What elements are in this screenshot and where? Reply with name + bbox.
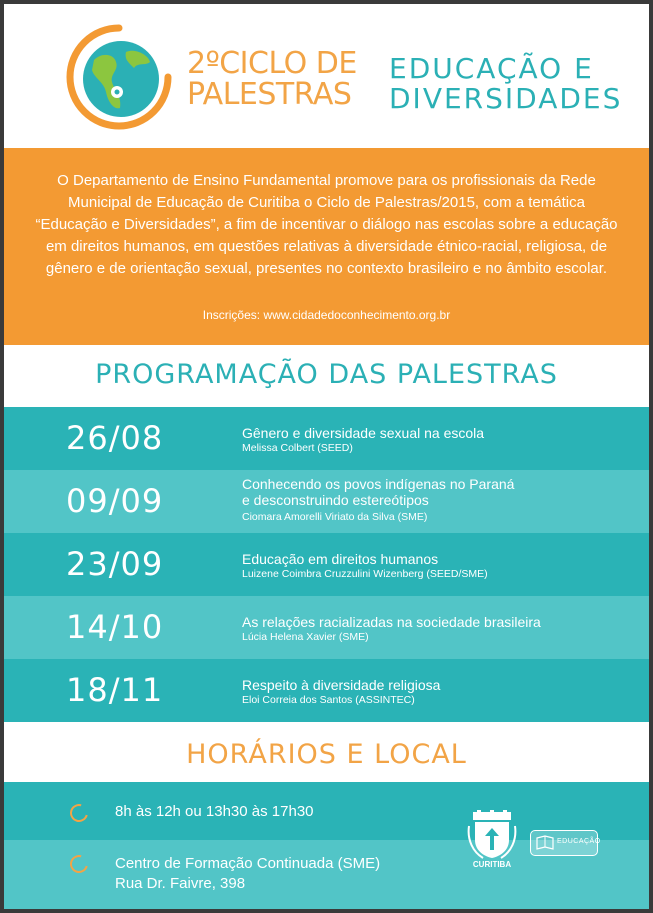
- talk-info: [242, 614, 541, 644]
- theme-title-line-2: DIVERSIDADES: [389, 82, 623, 115]
- talk-topic: Educação em direitos humanos: [242, 551, 439, 567]
- talk-date: 14/10: [66, 608, 164, 646]
- talk-speaker: Lúcia Helena Xavier (SME): [242, 631, 369, 643]
- intro-text: O Departamento de Ensino Fundamental promove para os profissionais da Rede Municipal de Educação de Curitiba o Ciclo de Palestras/2015, com a temática “Educação e Diversidades”, a fim de incentivar o diálogo nas escolas sobre a educação em direitos humanos, em questões relativas à diversidade étnico-racial, religiosa, de gênero e de orientação sexual, presentes no contexto brasileiro e no âmbito escolar.: [35, 172, 618, 277]
- talk-row: [4, 470, 649, 533]
- talk-row: [4, 659, 649, 722]
- cycle-title-line-1: 2ºCICLO DE: [187, 46, 357, 81]
- talk-info: [242, 551, 488, 581]
- poster: [4, 4, 649, 909]
- talk-speaker: Luizene Coimbra Cruzzulini Wizenberg (SEED/SME): [242, 568, 488, 580]
- talk-topic-line-2: e desconstruindo estereótipos: [242, 492, 429, 508]
- hours-location-title: HORÁRIOS E LOCAL: [186, 739, 467, 770]
- globe-logo-icon: [64, 22, 174, 132]
- curitiba-label: CURITIBA: [472, 860, 512, 869]
- hours-text: 8h às 12h ou 13h30 às 17h30: [115, 803, 314, 820]
- talk-topic-line-1: Conhecendo os povos indígenas no Paraná: [242, 476, 515, 492]
- talk-info: [242, 677, 440, 707]
- educacao-label: EDUCAÇÃO: [557, 838, 601, 845]
- cycle-title-line-2: PALESTRAS: [187, 77, 352, 112]
- talk-row: [4, 533, 649, 596]
- talk-speaker: Ciomara Amorelli Viriato da Silva (SME): [242, 511, 428, 523]
- talk-date: 18/11: [66, 671, 164, 709]
- talk-topic: Respeito à diversidade religiosa: [242, 677, 441, 693]
- theme-title-line-1: EDUCAÇÃO E: [389, 52, 594, 85]
- talk-speaker: Melissa Colbert (SEED): [242, 442, 353, 454]
- talk-topic: Gênero e diversidade sexual na escola: [242, 425, 485, 441]
- cycle-title: [187, 48, 357, 110]
- location-text: [115, 854, 380, 894]
- talk-date: 26/08: [66, 419, 164, 457]
- talk-row: [4, 407, 649, 470]
- program-title: PROGRAMAÇÃO DAS PALESTRAS: [95, 359, 558, 390]
- talk-date: 23/09: [66, 545, 164, 583]
- intro-section: [4, 148, 649, 345]
- talk-speaker: Eloi Correia dos Santos (ASSINTEC): [242, 694, 415, 706]
- talk-info: [242, 425, 484, 455]
- location-venue: Centro de Formação Continuada (SME): [115, 855, 381, 872]
- location-address: Rua Dr. Faivre, 398: [115, 875, 246, 892]
- book-icon: [536, 835, 554, 851]
- theme-title: [389, 54, 622, 114]
- header: [4, 4, 649, 148]
- talk-row: [4, 596, 649, 659]
- registration-link[interactable]: Inscrições: www.cidadedoconhecimento.org.br: [202, 308, 451, 322]
- talk-date: 09/09: [66, 482, 164, 520]
- talk-info: [242, 476, 514, 524]
- educacao-logo: [530, 830, 601, 856]
- talk-topic: As relações racializadas na sociedade brasileira: [242, 614, 541, 630]
